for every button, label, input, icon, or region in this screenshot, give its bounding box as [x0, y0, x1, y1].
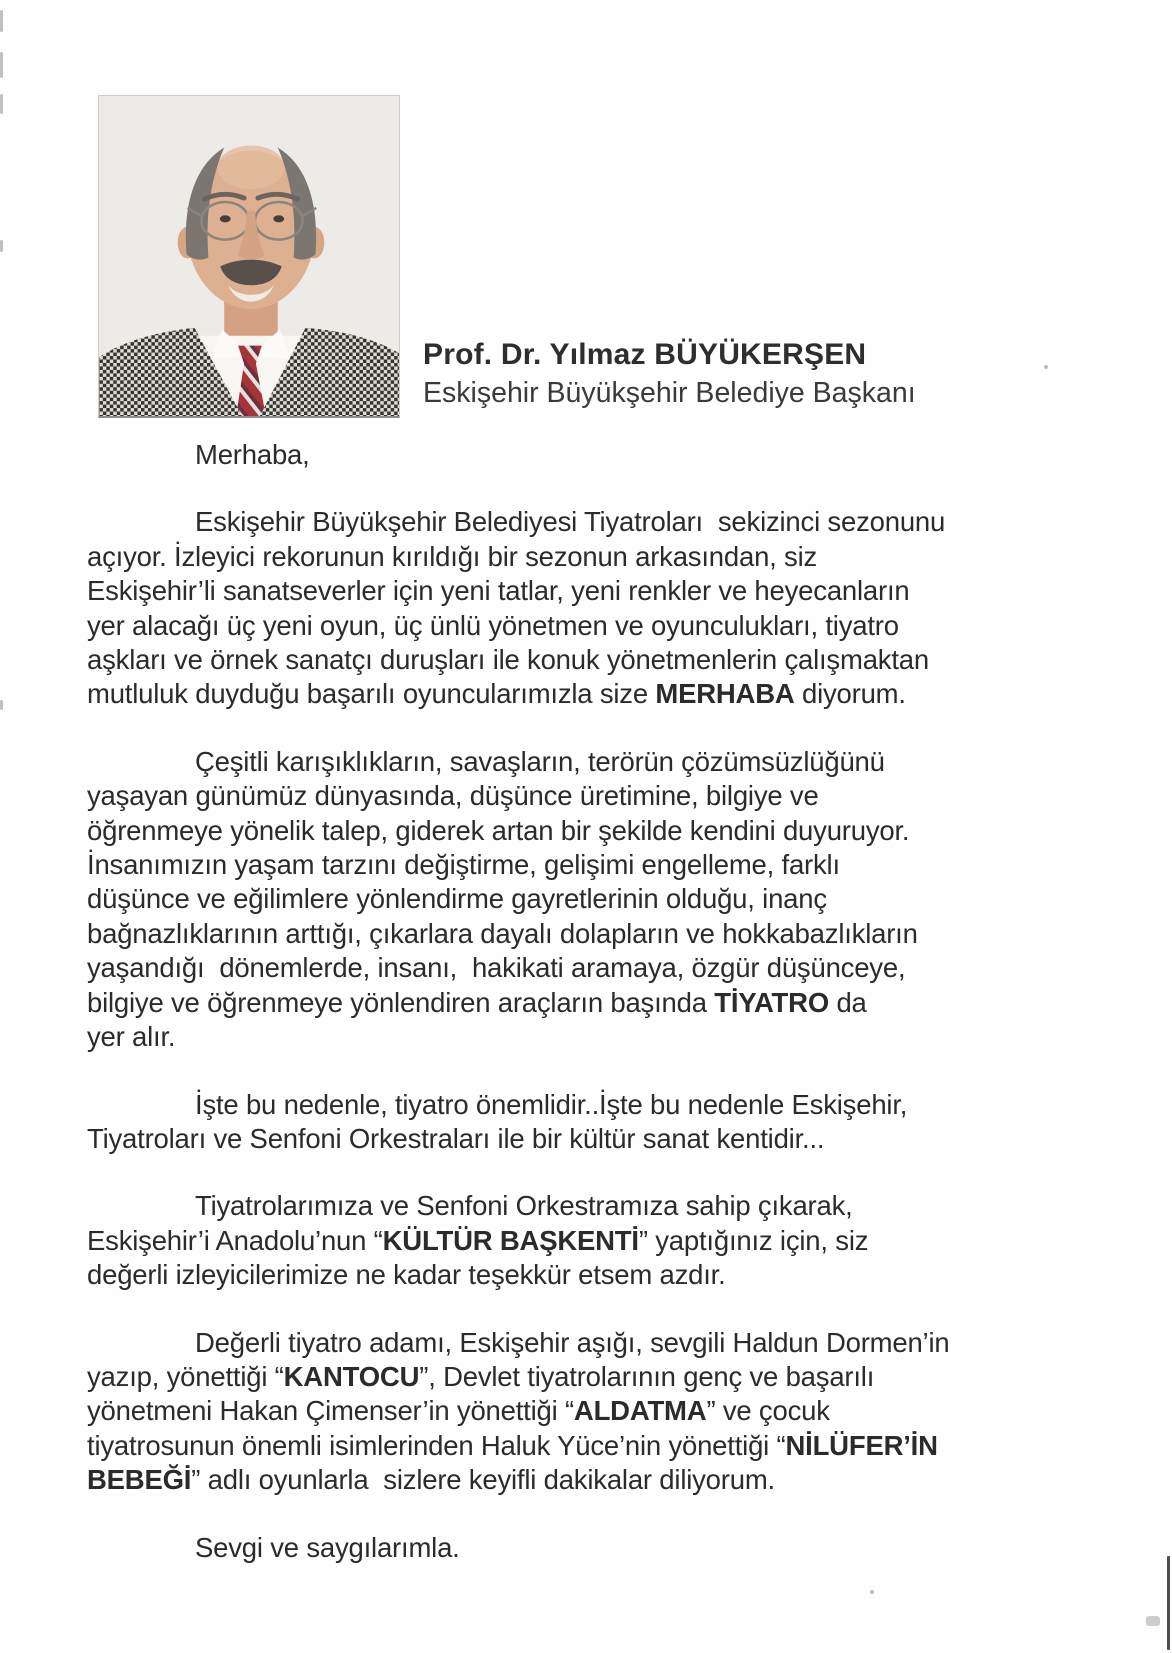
letter-line	[87, 1020, 1002, 1054]
greeting	[87, 438, 1002, 472]
text-run: İnsanımızın yaşam tarzını değiştirme, gelişimi engelleme, farklı	[87, 849, 840, 881]
paragraph	[87, 1189, 1002, 1292]
letter-line	[87, 643, 1002, 677]
scan-edge-mark	[0, 10, 3, 32]
text-run: Eskişehir’i Anadolu’nun “	[87, 1224, 383, 1256]
letter-line	[87, 951, 1002, 985]
letter-line	[87, 848, 1002, 882]
paragraph	[87, 1326, 1002, 1498]
text-run: Tiyatroları ve Senfoni Orkestraları ile bir kültür sanat kentidir...	[87, 1122, 825, 1154]
letter-body	[87, 505, 1002, 1497]
mayor-title: Eskişehir Büyükşehir Belediye Başkanı	[423, 377, 916, 409]
scan-dot	[1044, 365, 1048, 369]
text-run: İşte bu nedenle, tiyatro önemlidir..İşte bu nedenle Eskişehir,	[195, 1088, 908, 1120]
letter-line	[87, 574, 1002, 608]
text-run: mutluluk duyduğu başarılı oyuncularımızla size	[87, 678, 656, 710]
text-run: bilgiye ve öğrenmeye yönlendiren araçların başında	[87, 986, 715, 1018]
scan-edge-mark	[0, 240, 3, 252]
text-run: yaşayan günümüz dünyasında, düşünce üretimine, bilgiye ve	[87, 780, 819, 812]
letter-line	[87, 609, 1002, 643]
letter-line	[87, 1429, 1002, 1463]
letter-line	[87, 814, 1002, 848]
letter-line	[87, 745, 1002, 779]
scan-edge-mark	[0, 700, 3, 710]
text-run: bağnazlıklarının arttığı, çıkarlara dayalı dolapların ve hokkabazlıkların	[87, 917, 918, 949]
text-run: aşkları ve örnek sanatçı duruşları ile konuk yönetmenlerin çalışmaktan	[87, 644, 929, 676]
bold-run: KÜLTÜR BAŞKENTİ	[382, 1224, 639, 1256]
paragraph	[87, 745, 1002, 1055]
bold-run: KANTOCU	[283, 1360, 420, 1392]
letter-line	[87, 540, 1002, 574]
letter-line	[87, 986, 1002, 1020]
text-run: tiyatrosunun önemli isimlerinden Haluk Yüce’nin yönettiği “	[87, 1429, 786, 1461]
portrait-illustration	[99, 96, 399, 416]
letter	[87, 438, 1002, 1598]
letter-line	[87, 779, 1002, 813]
text-run: yer alacağı üç yeni oyun, üç ünlü yönetmen ve oyunculukları, tiyatro	[87, 609, 899, 641]
text-run: yazıp, yönettiği “	[87, 1360, 284, 1392]
bold-run: TİYATRO	[714, 986, 830, 1018]
paragraph	[87, 1088, 1002, 1157]
text-run: Çeşitli karışıklıkların, savaşların, terörün çözümsüzlüğünü	[195, 745, 885, 777]
greeting-line: Merhaba,	[195, 439, 310, 470]
letter-line	[87, 882, 1002, 916]
text-run: değerli izleyicilerimize ne kadar teşekkür etsem azdır.	[87, 1259, 726, 1291]
letter-line	[87, 1394, 1002, 1428]
text-run: ” adlı oyunlarla sizlere keyifli dakikalar diliyorum.	[191, 1464, 775, 1496]
closing-line: Sevgi ve saygılarımla.	[195, 1531, 460, 1563]
text-run: ” yaptığınız için, siz	[638, 1224, 869, 1256]
text-run: diyorum.	[794, 678, 906, 710]
letter-line	[87, 505, 1002, 539]
letter-line	[87, 1360, 1002, 1394]
portrait-photo	[98, 95, 400, 418]
text-run: ”, Devlet tiyatrolarının genç ve başarılı	[419, 1360, 875, 1392]
text-run: yönetmeni Hakan Çimenser’in yönettiği “	[87, 1395, 574, 1427]
letter-line	[87, 1463, 1002, 1497]
scan-edge-mark	[0, 52, 3, 78]
text-run: ” ve çocuk	[706, 1395, 830, 1427]
letter-line	[87, 1122, 1002, 1156]
text-run: yer alır.	[87, 1021, 176, 1053]
mayor-name: Prof. Dr. Yılmaz BÜYÜKERŞEN	[423, 338, 867, 371]
scan-edge-line	[1167, 1556, 1170, 1650]
scan-smudge	[1146, 1616, 1160, 1626]
scan-edge-mark	[0, 94, 3, 114]
letter-line	[87, 1088, 1002, 1122]
scan-dot	[870, 1590, 874, 1594]
text-run: düşünce ve eğilimlere yönlendirme gayretlerinin olduğu, inanç	[87, 883, 827, 915]
bold-run: ALDATMA	[573, 1395, 707, 1427]
text-run: Eskişehir Büyükşehir Belediyesi Tiyatroları sekizinci sezonunu	[195, 506, 946, 538]
letter-line	[87, 677, 1002, 711]
text-run: da	[829, 986, 867, 1018]
header-block	[423, 336, 916, 412]
letter-line	[87, 1258, 1002, 1292]
letter-line	[87, 1189, 1002, 1223]
bold-run: BEBEĞİ	[87, 1464, 192, 1496]
text-run: Değerli tiyatro adamı, Eskişehir aşığı, sevgili Haldun Dormen’in	[195, 1326, 950, 1358]
paragraph	[87, 505, 1002, 711]
text-run: açıyor. İzleyici rekorunun kırıldığı bir sezonun arkasından, siz	[87, 540, 818, 572]
letter-line	[87, 1326, 1002, 1360]
closing	[87, 1531, 1002, 1565]
text-run: öğrenmeye yönelik talep, giderek artan bir şekilde kendini duyuruyor.	[87, 814, 910, 846]
text-run: Eskişehir’li sanatseverler için yeni tatlar, yeni renkler ve heyecanların	[87, 575, 910, 607]
letter-line	[87, 1224, 1002, 1258]
bold-run: NİLÜFER’İN	[785, 1429, 938, 1461]
bold-run: MERHABA	[655, 678, 795, 710]
letter-line	[87, 917, 1002, 951]
text-run: yaşandığı dönemlerde, insanı, hakikati aramaya, özgür düşünceye,	[87, 952, 906, 984]
text-run: Tiyatrolarımıza ve Senfoni Orkestramıza sahip çıkarak,	[195, 1190, 853, 1222]
